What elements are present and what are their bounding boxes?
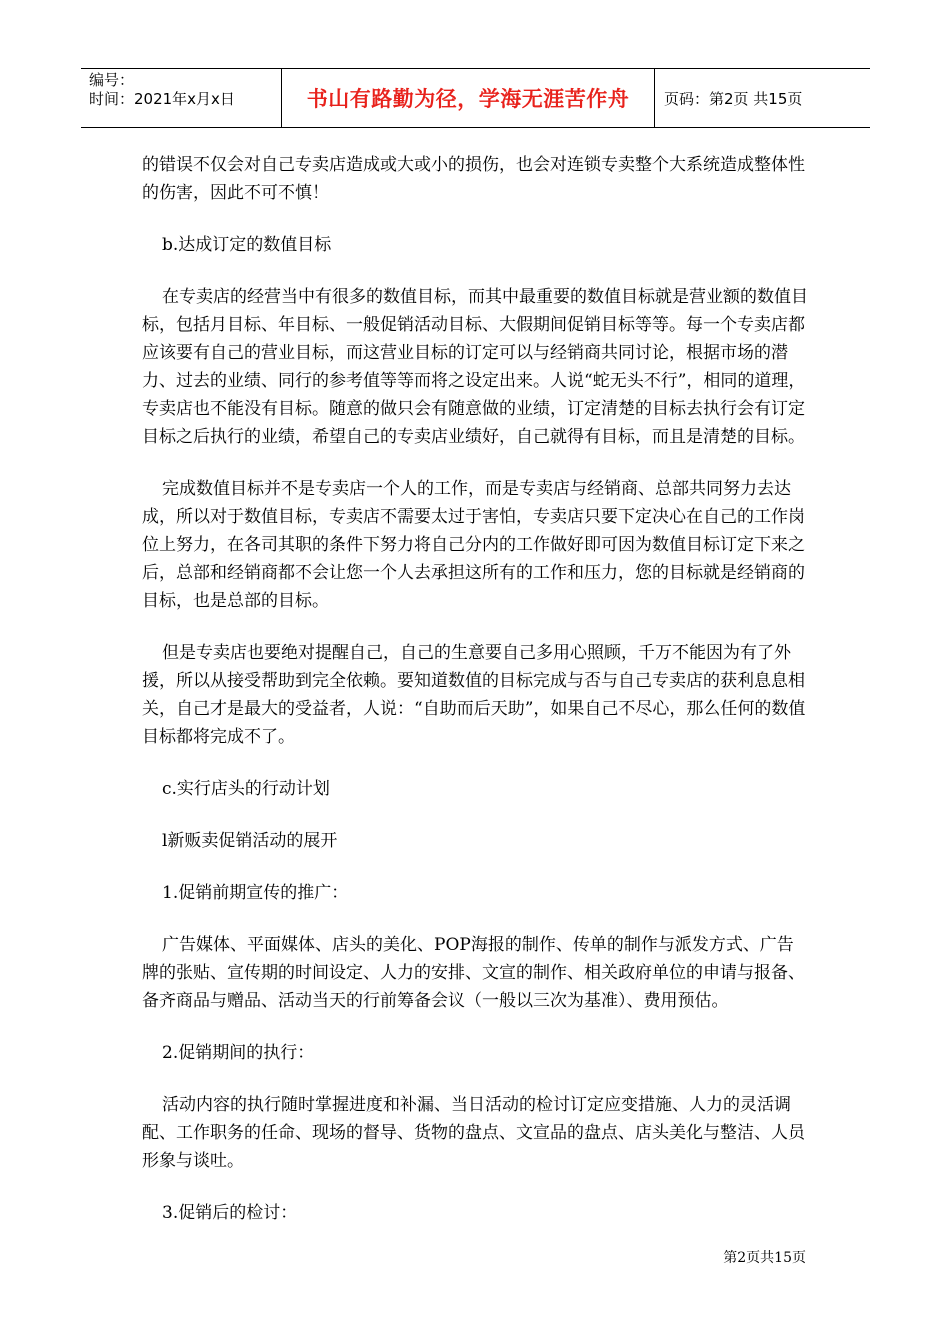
list-heading: 3.促销后的检讨： [162, 1203, 298, 1223]
list-heading: 2.促销期间的执行： [162, 1043, 315, 1063]
paragraph: 但是专卖店也要绝对提醒自己，自己的生意要自己多用心照顾，千万不能因为有了外援，所以从接受帮助到完全依赖。要知道数值的目标完成与否与自己专卖店的获利息息相关，自己才是最大的受益者，人说：“自助而后天助”，如果自己不尽心，那么任何的数值目标都将完成不了。 [142, 643, 806, 747]
paragraph: 广告媒体、平面媒体、店头的美化、POP海报的制作、传单的制作与派发方式、广告牌的张贴、宣传期的时间设定、人力的安排、文宣的制作、相关政府单位的申请与报备、备齐商品与赠品、活动当天的行前筹备会议（一般以三次为基准）、费用预估。 [142, 935, 805, 1011]
paragraph: 活动内容的执行随时掌握进度和补漏、当日活动的检讨订定应变措施、人力的灵活调配、工作职务的任命、现场的督导、货物的盘点、文宣品的盘点、店头美化与整洁、人员形象与谈吐。 [142, 1095, 805, 1171]
document-body [142, 151, 808, 1251]
section-heading: b.达成订定的数值目标 [162, 235, 332, 255]
list-heading: 1.促销前期宣传的推广： [162, 883, 349, 903]
header-page-info: 页码：第2页 共15页 [664, 89, 803, 108]
paragraph: 的错误不仅会对自己专卖店造成或大或小的损伤，也会对连锁专卖整个大系统造成整体性的伤害，因此不可不慎！ [142, 155, 805, 203]
document-date: 时间：2021年x月x日 [89, 90, 235, 108]
subsection-heading: l新贩卖促销活动的展开 [162, 831, 338, 851]
header-meta [81, 69, 282, 127]
header-motto: 书山有路勤为径，学海无涯苦作舟 [282, 69, 655, 127]
paragraph: 完成数值目标并不是专卖店一个人的工作，而是专卖店与经销商、总部共同努力去达成，所以对于数值目标，专卖店不需要太过于害怕，专卖店只要下定决心在自己的工作岗位上努力，在各司其职的条件下努力将自己分内的工作做好即可因为数值目标订定下来之后，总部和经销商都不会让您一个人去承担这所有的工作和压力，您的目标就是经销商的目标，也是总部的目标。 [142, 479, 805, 611]
section-heading: c.实行店头的行动计划 [162, 779, 330, 799]
document-number-label: 编号： [89, 71, 135, 89]
page-footer: 第2页共15页 [723, 1250, 806, 1266]
paragraph: 在专卖店的经营当中有很多的数值目标，而其中最重要的数值目标就是营业额的数值目标，包括月目标、年目标、一般促销活动目标、大假期间促销目标等等。每一个专卖店都应该要有自己的营业目标，而这营业目标的订定可以与经销商共同讨论，根据市场的潜力、过去的业绩、同行的参考值等等而将之设定出来。人说“蛇无头不行”，相同的道理，专卖店也不能没有目标。随意的做只会有随意做的业绩，订定清楚的目标去执行会有订定目标之后执行的业绩，希望自己的专卖店业绩好，自己就得有目标，而且是清楚的目标。 [142, 287, 808, 447]
page-header [81, 68, 870, 128]
